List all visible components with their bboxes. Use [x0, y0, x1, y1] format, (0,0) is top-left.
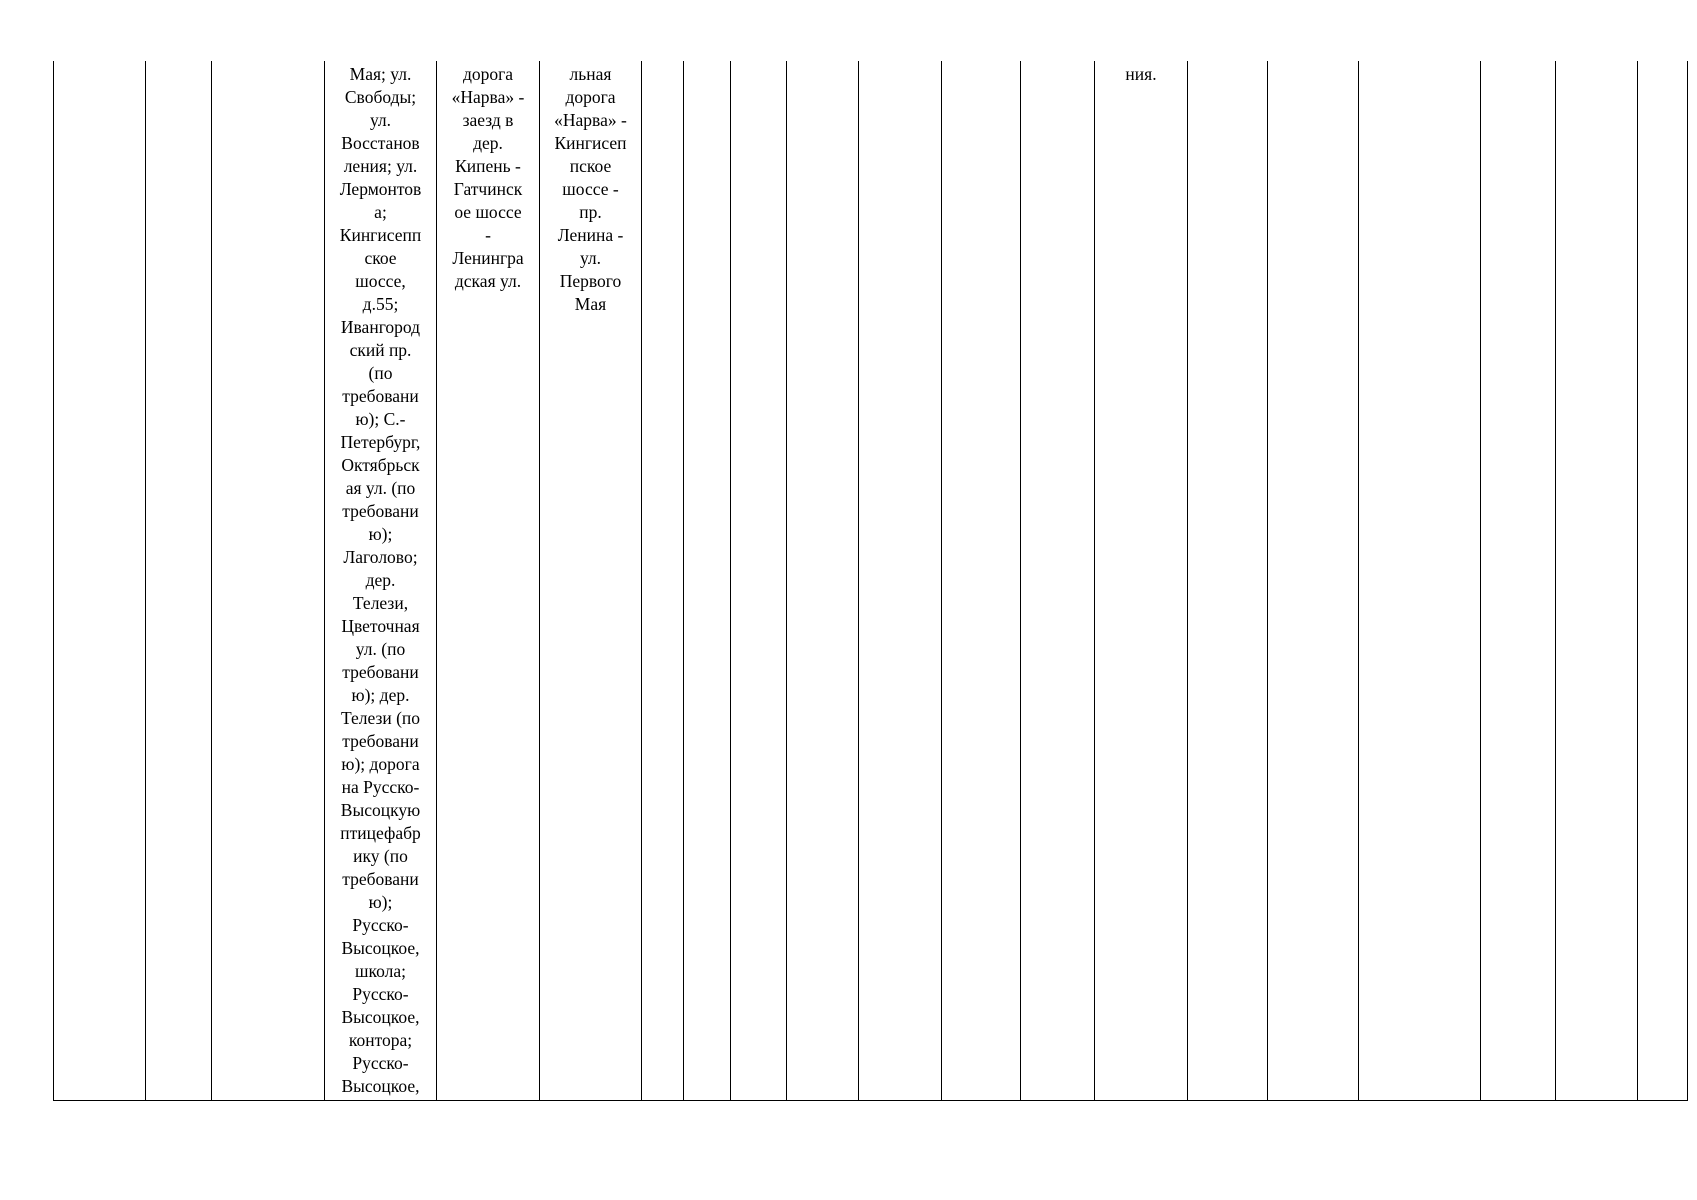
- table-cell-18: [1481, 61, 1556, 1101]
- table-cell-17: [1359, 61, 1481, 1101]
- table-cell-7: [642, 61, 684, 1101]
- table-cell-11: [859, 61, 942, 1101]
- table-cell-3: [212, 61, 325, 1101]
- table-row: [54, 61, 1688, 1101]
- table-cell-2: [146, 61, 212, 1101]
- table-cell-12: [942, 61, 1021, 1101]
- table-cell-1: [54, 61, 146, 1101]
- table-cell-19: [1556, 61, 1638, 1101]
- table-cell-8: [684, 61, 731, 1101]
- route-forward-cell: дорога «Нарва» - заезд в дер. Кипень - Гатчинск ое шоссе - Ленингра дская ул.: [437, 61, 540, 1101]
- table-cell-20: [1638, 61, 1688, 1101]
- stops-list-cell: Мая; ул. Свободы; ул. Восстанов ления; ул. Лермонтов а; Кингисепп ское шоссе, д.55; Ивангород ский пр. (по требовани ю); С.- Петербург, Октябрьск ая ул. (по требовани ю); Лаголово; дер. Телези, Цветочная ул. (по требовани ю); дер. Телези (по требовани ю); дорога на Русско- Высоцкую птицефабр ику (по требовани ю); Русско- Высоцкое, школа; Русско- Высоцкое, контора; Русско- Высоцкое,: [325, 61, 437, 1101]
- table-cell-16: [1268, 61, 1359, 1101]
- table-cell-15: [1188, 61, 1268, 1101]
- table-cell-9: [731, 61, 787, 1101]
- table-cell-10: [787, 61, 859, 1101]
- note-fragment-cell: ния.: [1095, 61, 1188, 1101]
- route-backward-cell: льная дорога «Нарва» - Кингисеп пское шоссе - пр. Ленина - ул. Первого Мая: [540, 61, 642, 1101]
- route-register-table: [53, 61, 1688, 1101]
- table-cell-13: [1021, 61, 1095, 1101]
